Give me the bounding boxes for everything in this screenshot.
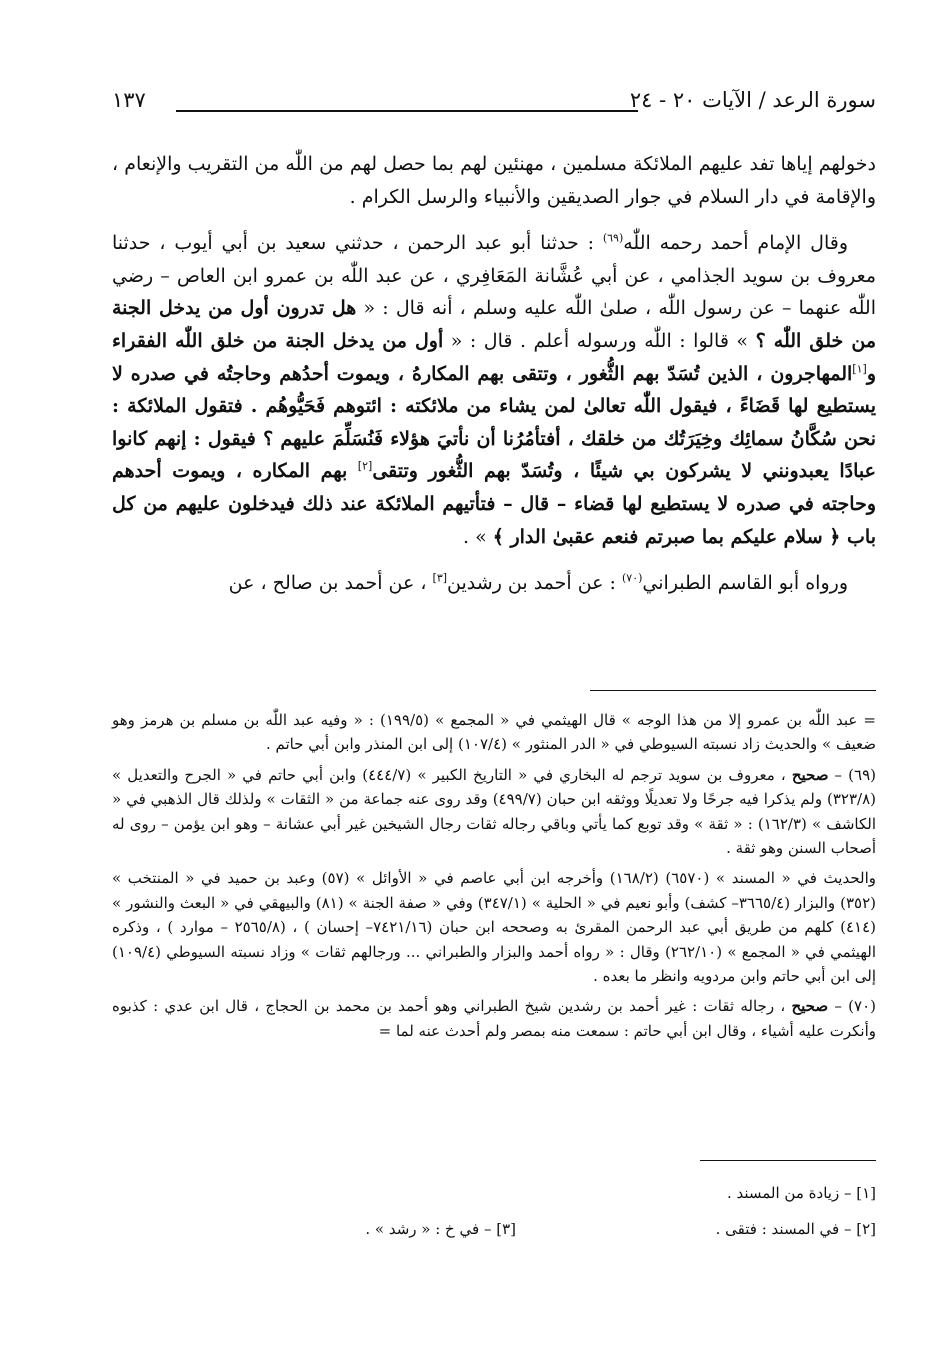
hadith-part-2c: بهم المكاره ، ويموت أحدهم وحاجته في صدره لا يستطيع لها قضاء – قال – فتأتيهم الملائكة عند ذلك فيدخلون عليهم من كل باب ﴿ سلام عليكم بما صبرتم فنعم عقبىٰ الدار ﴾ — [112, 460, 876, 548]
hadith-part-1: هل تدرون أول من يدخل الجنة من خلق اللّٰه ؟ — [112, 297, 876, 352]
page-number: ١٣٧ — [112, 88, 146, 112]
note-69-status: صحيح — [791, 765, 829, 784]
para3-mid: : عن أحمد بن رشدين — [447, 572, 622, 595]
para2-isnad: : حدثنا أبو عبد الرحمن ، حدثني سعيد بن أبي أيوب ، حدثنا معروف بن سويد الجذامي ، عن أبي عُشَّانة المَعَافِري ، عن عبد اللّٰه بن عمرو ابن العاص – رضي اللّٰه عنهما – عن رسول اللّٰه ، صلىٰ اللّٰه عليه وسلم ، أنه قال : « — [112, 232, 876, 320]
note-69 — [112, 763, 876, 861]
paragraph-1-text: دخولهم إياها تفد عليهم الملائكة مسلمين ، مهنئين لهم بما حصل لهم من اللّٰه من التقريب والإنعام ، والإقامة في دار السلام في جوار الصديقين والأنبياء والرسل الكرام . — [112, 153, 876, 208]
paragraph-2 — [112, 227, 876, 553]
footnotes-separator — [700, 1160, 876, 1161]
notes-separator — [590, 690, 876, 691]
hadith-part-2a: أول من يدخل الجنة من خلق اللّٰه الفقراء و — [112, 329, 876, 385]
note-continuation: = عبد اللّٰه بن عمرو إلا من هذا الوجه » قال الهيثمي في « المجمع » (١٩٩/٥) : « وفيه عبد اللّٰه بن مسلم بن هرمز وهو ضعيف » والحديث زاد نسبته السيوطي في « الدر المنثور » (١٠٧/٤) إلى ابن المنذر وابن أبي حاتم . — [112, 711, 876, 754]
page-header — [112, 86, 876, 126]
para2-closing: » . — [462, 525, 493, 548]
footnote-ref-2: [٢] — [357, 460, 373, 474]
note-69-number: (٦٩) – — [828, 765, 876, 784]
para2-intro: وقال الإمام أحمد رحمه اللّٰه — [623, 232, 848, 255]
main-text — [112, 148, 876, 600]
footnote-1: [١] – زيادة من المسند . — [726, 1184, 876, 1202]
footnote-ref-3: [٣] — [432, 571, 448, 585]
footnote-2: [٢] – في المسند : فتقى . — [715, 1220, 876, 1238]
para2-between: » قالوا : اللّٰه ورسوله أعلم . قال : « — [443, 329, 756, 352]
footnote-ref-1: [١] — [852, 362, 867, 376]
header-rule — [176, 110, 638, 112]
note-70 — [112, 994, 876, 1043]
paragraph-1 — [112, 148, 876, 213]
note-69-sources: والحديث في « المسند » (٦٥٧٠) (١٦٨/٢) وأخرجه ابن أبي عاصم في « الأوائل » (٥٧) وعبد بن حميد في « المنتخب » (٣٥٢) والبزار (٣٦٦٥/٤– كشف) وأبو نعيم في « الحلية » (٣٤٧/١) وفي « صفة الجنة » (٨١) والبيهقي في « البعث والنشور » (٤١٤) كلهم من طريق أبي عبد الرحمن المقرئ به وصححه ابن حبان (٧٤٢١/١٦– إحسان ) ، (٢٥٦٥/٨ – موارد ) ، وذكره الهيثمي في « المجمع » (٢٦٢/١٠) وقال : « رواه أحمد والبزار والطبراني ... ورجالهم ثقات » وزاد نسبته السيوطي (١٠٩/٤) إلى ابن أبي حاتم وابن مردويه وانظر ما بعده . — [112, 869, 876, 986]
paragraph-3 — [112, 567, 876, 600]
note-70-number: (٧٠) – — [828, 997, 876, 1016]
para3-intro: ورواه أبو القاسم الطبراني — [642, 572, 848, 595]
note-ref-69: (٦٩) — [602, 231, 624, 245]
footnote-3: [٣] – في خ : « رشد » . — [365, 1220, 516, 1238]
note-70-status: صحيح — [791, 997, 829, 1016]
para3-end: ، عن أحمد بن صالح ، عن — [228, 572, 433, 595]
note-70-body: ، رجاله ثقات : غير أحمد بن رشدين شيخ الطبراني وهو أحمد بن محمد بن الحجاج ، قال ابن عدي : كذبوه وأنكرت عليه أشياء ، وقال ابن أبي حاتم : سمعت منه بمصر ولم أحدث عنه لما = — [112, 997, 876, 1040]
hadith-part-2b: المهاجرون ، الذين تُسَدّ بهم الثُّغور ، وتتقى بهم المكارهُ ، ويموت أحدُهم وحاجتُه في صدره لا يستطيع لها قَضَاءً ، فيقول اللّٰه تعالىٰ لمن يشاء من ملائكته : ائتوهم فَحَيُّوهُم . فتقول الملائكة : نحن سُكَّانُ سمائِك وخِيَرَتُك من خلقك ، أفتأمُرُنا أن نأتيَ هؤلاء فَنُسَلِّمَ عليهم ؟ فيقول : إنهم كانوا عبادًا يعبدونني لا يشركون بي شيئًا ، وتُسَدّ بهم الثُّغور وتتقى — [112, 362, 876, 483]
note-69-body: ، معروف بن سويد ترجم له البخاري في « التاريخ الكبير » (٤٤٤/٧) وابن أبي حاتم في « الجرح والتعديل » (٣٢٣/٨) ولم يذكرا فيه جرحًا ولا تعديلًا ووثقه ابن حبان (٤٩٩/٧) وقد روى عنه جماعة من « الثقات » ولذلك قال الذهبي في « الكاشف » (١٦٢/٣) : « ثقة » وقد توبع كما يأتي وباقي رجاله ثقات رجال الشيخين غير أبي عشانة – وهو ابن يؤمن – روى له أصحاب السنن وهو ثقة . — [112, 765, 876, 858]
scholarly-notes — [112, 708, 876, 1049]
note-ref-70: (٧٠) — [622, 571, 643, 585]
running-title: سورة الرعد / الآيات ٢٠ - ٢٤ — [629, 88, 876, 112]
